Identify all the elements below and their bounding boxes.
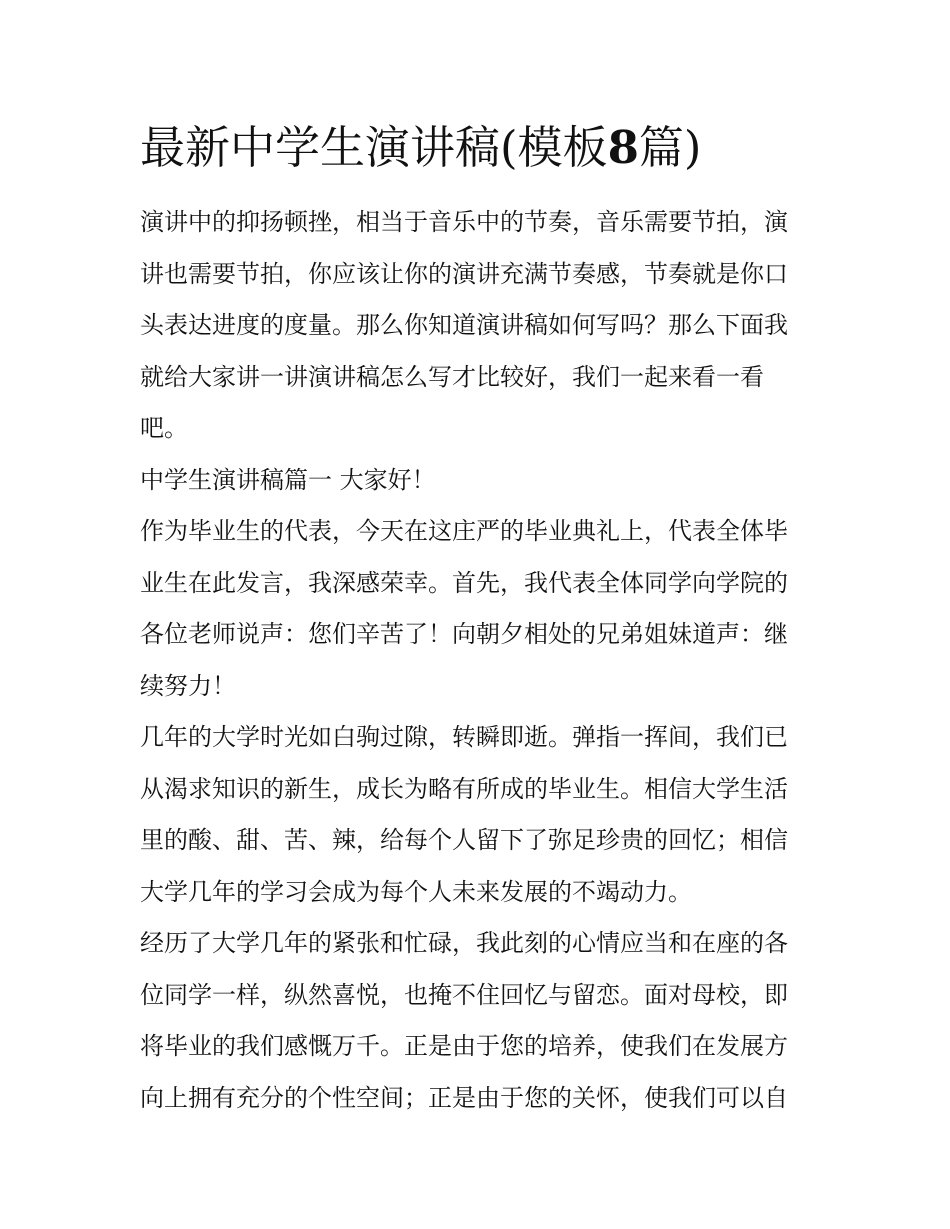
document-body: [140, 197, 812, 1124]
body-line-5: 吧。: [140, 414, 188, 442]
document-title: [140, 118, 701, 178]
body-line-9: 各位老师说声：您们辛苦了！向朝夕相处的兄弟姐妹道声：继: [140, 620, 788, 648]
title-prefix: 最新中学生演讲稿(模板: [140, 121, 608, 174]
title-suffix: 篇): [638, 121, 702, 174]
body-line-7: 作为毕业生的代表，今天在这庄严的毕业典礼上，代表全体毕: [140, 517, 788, 545]
body-line-17: 将毕业的我们感慨万千。正是由于您的培养，使我们在发展方: [140, 1032, 788, 1060]
body-line-2: 讲也需要节拍，你应该让你的演讲充满节奏感，节奏就是你口: [140, 259, 788, 288]
body-line-18: 向上拥有充分的个性空间；正是由于您的关怀，使我们可以自: [140, 1083, 788, 1112]
body-line-11: 几年的大学时光如白驹过隙，转瞬即逝。弹指一挥间，我们已: [140, 723, 788, 751]
body-line-4: 就给大家讲一讲演讲稿怎么写才比较好，我们一起来看一看: [140, 362, 764, 391]
body-line-14: 大学几年的学习会成为每个人未来发展的不竭动力。: [140, 877, 692, 906]
body-line-15: 经历了大学几年的紧张和忙碌，我此刻的心情应当和在座的各: [140, 929, 788, 957]
body-line-3: 头表达进度的度量。那么你知道演讲稿如何写吗？那么下面我: [140, 311, 788, 339]
title-number: 8: [607, 121, 639, 174]
body-line-10: 续努力！: [140, 671, 236, 700]
body-line-16: 位同学一样，纵然喜悦，也掩不住回忆与留恋。面对母校，即: [140, 980, 788, 1009]
section-heading: 中学生演讲稿篇一 大家好！: [140, 465, 436, 494]
body-line-1: 演讲中的抑扬顿挫，相当于音乐中的节奏，音乐需要节拍，演: [140, 208, 788, 236]
body-line-13: 里的酸、甜、苦、辣，给每个人留下了弥足珍贵的回忆；相信: [140, 826, 788, 854]
body-line-12: 从渴求知识的新生，成长为略有所成的毕业生。相信大学生活: [140, 774, 788, 803]
body-line-8: 业生在此发言，我深感荣幸。首先，我代表全体同学向学院的: [140, 568, 788, 597]
